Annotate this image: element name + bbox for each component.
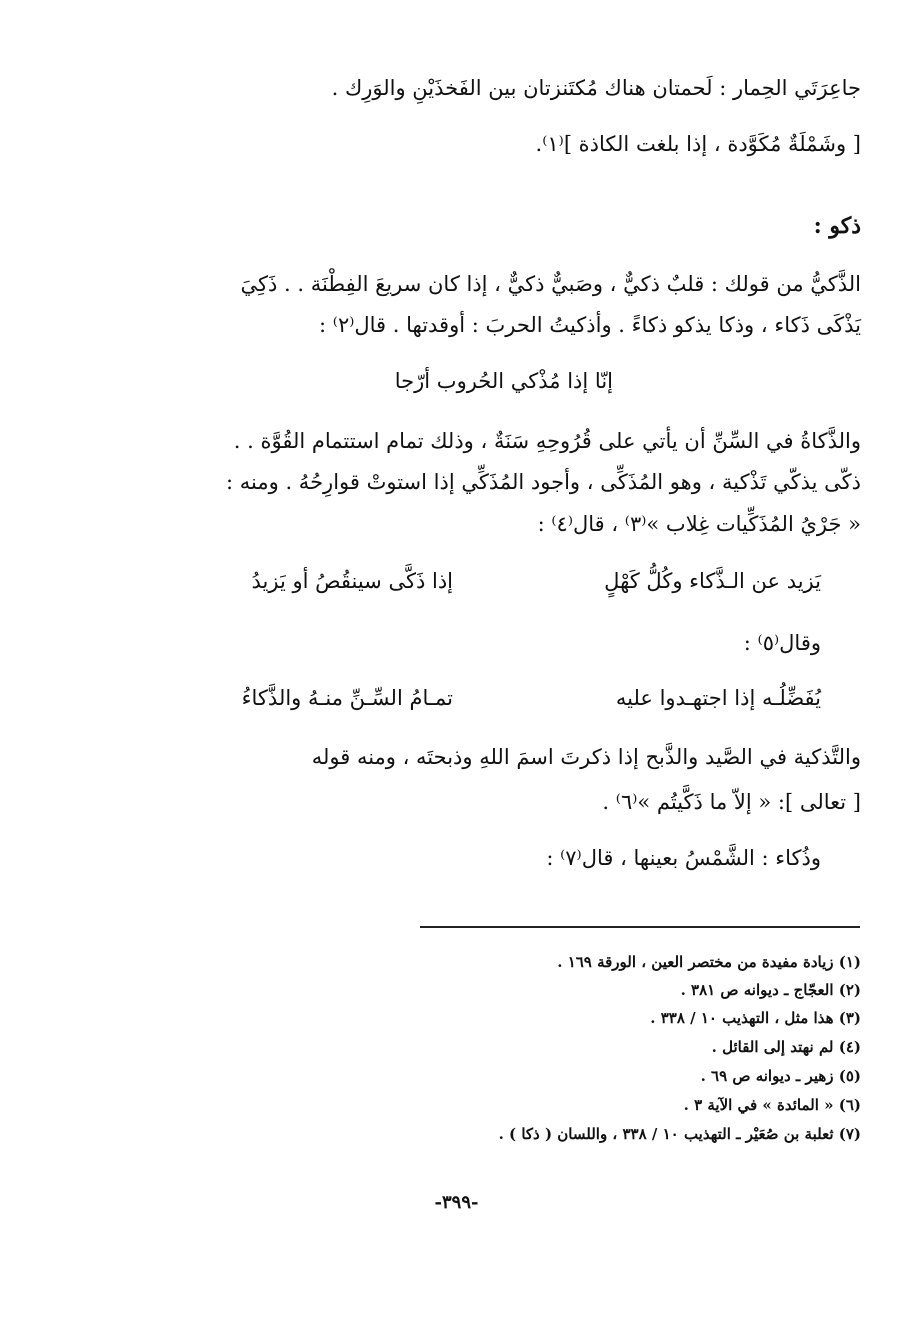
verse-hemistich-second: إذا ذَكَّى سينقُصُ أو يَزيدُ: [251, 569, 453, 593]
text-line: ذكّى يذكّي تَذْكية ، وهو المُذَكِّى ، وأجود المُذَكِّي إذا استوتْ قوارِحُهُ . ومنه :: [226, 470, 861, 494]
verse-hemistich-second: تمـامُ السِّـنِّ منـهُ والذَّكاءُ: [241, 686, 453, 710]
entry-heading: ذكو :: [813, 213, 861, 239]
page-number: -٣٩٩-: [434, 1192, 479, 1213]
footnote: (٣) هذا مثل ، التهذيب ١٠ / ٣٣٨ .: [650, 1009, 861, 1027]
text-line: [ وشَمْلَةٌ مُكَوَّدة ، إذا بلغت الكاذة ]⁽١⁾.: [535, 132, 861, 156]
text-line: الذَّكيُّ من قولك : قلبٌ ذكيٌّ ، وصَبيٌّ ذكيٌّ ، إذا كان سريعَ الفِطْنَة . . ذَكِيَ: [240, 272, 861, 296]
verse-hemistich-first: يُفَضِّلُـه إذا اجتهـدوا عليه: [615, 686, 821, 710]
text-line: « جَرْيُ المُذَكِّيات غِلاب »⁽٣⁾ ، قال⁽٤⁾ :: [537, 512, 861, 536]
text-line: جاعِرَتَي الحِمار : لَحمتان هناك مُكتَنزتان بين الفَخذَيْنِ والوَرِك .: [331, 76, 861, 100]
text-line: والتَّذكية في الصَّيد والذَّبح إذا ذكرتَ اسمَ اللهِ وذبحتَه ، ومنه قوله: [311, 745, 861, 769]
footnote: (١) زيادة مفيدة من مختصر العين ، الورقة ١٦٩ .: [557, 953, 861, 971]
text-line: وذُكاء : الشَّمْسُ بعينها ، قال⁽٧⁾ :: [546, 846, 821, 870]
text-line: والذَّكاةُ في السِّنِّ أن يأتي على قُرُوحِهِ سَنَةٌ ، وذلك تمام استتمام القُوَّة . .: [233, 429, 861, 453]
text-line: يَذْكَى ذَكاء ، وذكا يذكو ذكاءً . وأذكيتُ الحربَ : أوقدتها . قال⁽٢⁾ :: [319, 313, 861, 337]
footnote: (٦) « المائدة » في الآية ٣ .: [683, 1096, 861, 1114]
footnote: (٧) ثعلبة بن صُعَيْر ـ التهذيب ١٠ / ٣٣٨ ، واللسان ( ذكا ) .: [498, 1125, 861, 1143]
text-line: [ تعالى ]: « إلاّ ما ذَكَّيتُم »⁽٦⁾ .: [602, 790, 861, 814]
verse-hemistich-first: يَزيد عن الـذَّكاء وكُلُّ كَهْلٍ: [604, 569, 821, 593]
footnote: (٥) زهير ـ ديوانه ص ٦٩ .: [700, 1067, 861, 1085]
verse-line: إنّا إذا مُذْكي الحُروب أرّجا: [394, 369, 613, 393]
footnote: (٢) العجّاج ـ ديوانه ص ٣٨١ .: [680, 981, 861, 999]
footnote-divider: [420, 926, 860, 928]
footnote: (٤) لم نهتد إلى القائل .: [711, 1038, 861, 1056]
text-line: وقال⁽٥⁾ :: [743, 631, 821, 655]
